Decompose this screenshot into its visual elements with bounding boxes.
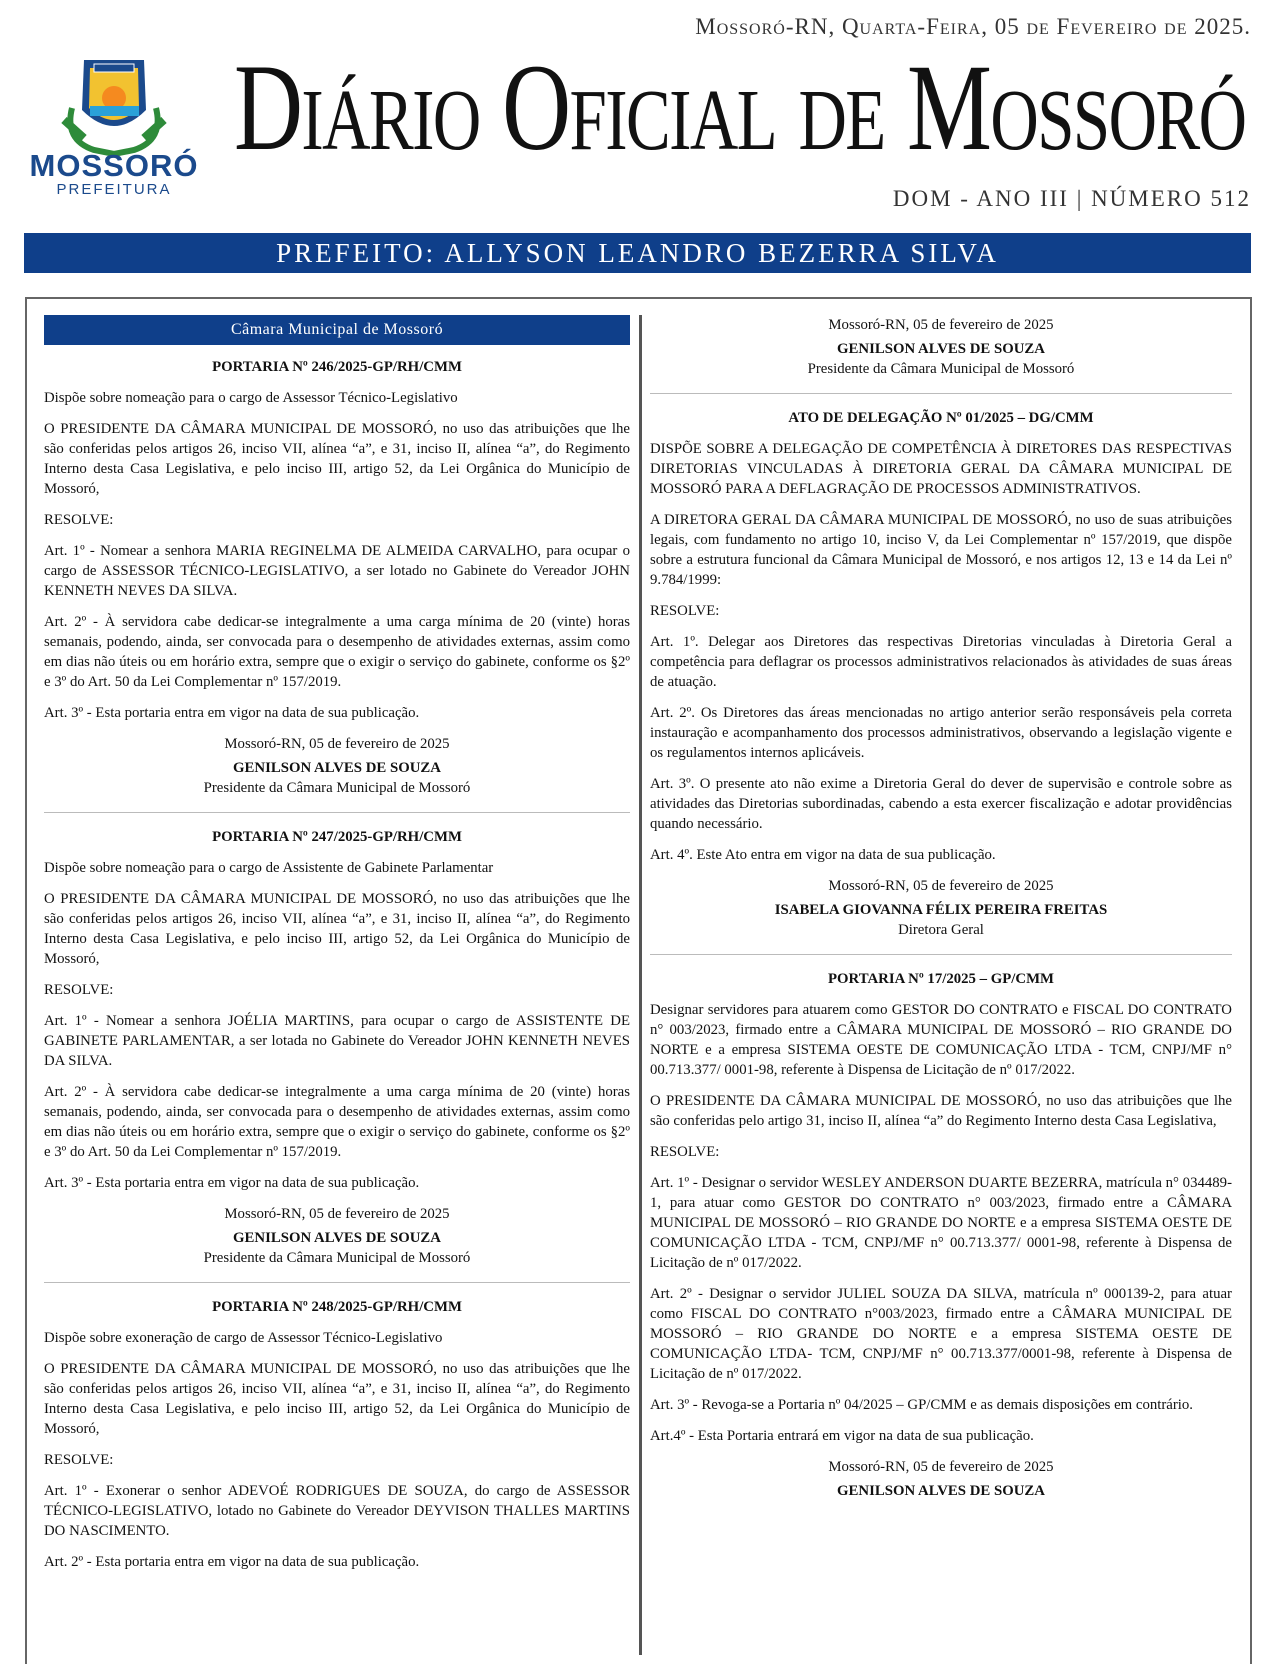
portaria-247-signer: GENILSON ALVES DE SOUZA: [233, 1230, 441, 1246]
portaria-247-resolve: RESOLVE:: [44, 982, 114, 998]
portaria-246-art2: Art. 2º - À servidora cabe dedicar-se integralmente a uma carga mínima de 20 (vinte) horas semanais, podendo, ainda, ser convocada para o desempenho de atividades externas, assim como em dias não úteis ou em horário extra, sempre que o exigir o serviço do gabinete, conforme os §2º e 3º do Art. 50 da Lei Complementar nº 157/2019.: [44, 614, 630, 690]
ato-title: ATO DE DELEGAÇÃO Nº 01/2025 – DG/CMM: [788, 410, 1094, 426]
portaria-248-title: PORTARIA Nº 248/2025-GP/RH/CMM: [212, 1299, 462, 1315]
issue-date: Mossoró-RN, Quarta-Feira, 05 de Fevereiro de 2025.: [695, 14, 1251, 39]
portaria-246-resolve: RESOLVE:: [44, 512, 114, 528]
divider: [44, 812, 630, 813]
portaria-17-intro: O PRESIDENTE DA CÂMARA MUNICIPAL DE MOSSORÓ, no uso das atribuições que lhe são conferidas pelo artigo 31, inciso II, alínea “a” do Regimento Interno desta Casa Legislativa,: [650, 1093, 1232, 1129]
portaria-17-art1: Art. 1º - Designar o servidor WESLEY ANDERSON DUARTE BEZERRA, matrícula n° 034489-1, para atuar como GESTOR DO CONTRATO n° 003/2023, firmado entre a CÂMARA MUNICIPAL DE MOSSORÓ – RIO GRANDE DO NORTE e a empresa SISTEMA OESTE DE COMUNICAÇÃO LTDA - TCM, CNPJ/MF n° 00.713.377/ 0001-98, referente à Dispensa de Licitação de nº 017/2022.: [650, 1175, 1232, 1271]
portaria-247-intro: O PRESIDENTE DA CÂMARA MUNICIPAL DE MOSSORÓ, no uso das atribuições que lhe são conferidas pelos artigos 26, inciso VII, alínea “a”, e 31, inciso II, alínea “a”, do Regimento Interno desta Casa Legislativa, e pelo inciso III, artigo 52, da Lei Orgânica do Município de Mossoró,: [44, 891, 630, 967]
ato-art2: Art. 2º. Os Diretores das áreas mencionadas no artigo anterior serão responsáveis pela correta instauração e acompanhamento dos processos administrativos, observando a legislação vigente e os regulamentos internos aplicáveis.: [650, 705, 1232, 761]
left-column: [44, 315, 630, 1583]
ato-intro: A DIRETORA GERAL DA CÂMARA MUNICIPAL DE MOSSORÓ, no uso de suas atribuições legais, com fundamento no artigo 10, inciso V, da Lei Complementar nº 157/2019, que dispõe sobre a estrutura funcional da Câmara Municipal de Mossoró, e nos artigos 12, 13 e 14 da Lei nº 9.784/1999:: [650, 512, 1232, 588]
portaria-17-summary: Designar servidores para atuarem como GESTOR DO CONTRATO e FISCAL DO CONTRATO n° 003/2023, firmado entre a CÂMARA MUNICIPAL DE MOSSORÓ – RIO GRANDE DO NORTE e a empresa SISTEMA OESTE DE COMUNICAÇÃO LTDA - TCM, CNPJ/MF n° 00.713.377/ 0001-98, referente à Dispensa de Licitação de nº 017/2022.: [650, 1002, 1232, 1078]
portaria-17-place: Mossoró-RN, 05 de fevereiro de 2025: [828, 1459, 1054, 1475]
portaria-246-intro: O PRESIDENTE DA CÂMARA MUNICIPAL DE MOSSORÓ, no uso das atribuições que lhe são conferidas pelos artigos 26, inciso VII, alínea “a”, e 31, inciso II, alínea “a”, do Regimento Interno desta Casa Legislativa, e pelo inciso III, artigo 52, da Lei Orgânica do Município de Mossoró,: [44, 421, 630, 497]
portaria-246-signer: GENILSON ALVES DE SOUZA: [233, 760, 441, 776]
portaria-248-resolve: RESOLVE:: [44, 1452, 114, 1468]
ato-signer: ISABELA GIOVANNA FÉLIX PEREIRA FREITAS: [774, 902, 1108, 918]
portaria-17-art4: Art.4º - Esta Portaria entrará em vigor na data de sua publicação.: [650, 1428, 1034, 1444]
divider: [44, 1282, 630, 1283]
top-place: Mossoró-RN, 05 de fevereiro de 2025: [828, 317, 1054, 333]
top-signer: GENILSON ALVES DE SOUZA: [837, 341, 1045, 357]
portaria-247-art3: Art. 3º - Esta portaria entra em vigor na data de sua publicação.: [44, 1175, 420, 1191]
issue-number: DOM - ANO III | NÚMERO 512: [892, 186, 1251, 211]
portaria-248-summary: Dispõe sobre exoneração de cargo de Assessor Técnico-Legislativo: [44, 1330, 443, 1346]
masthead-title: Diário Oficial de Mossoró: [234, 39, 1246, 176]
portaria-247-place: Mossoró-RN, 05 de fevereiro de 2025: [224, 1206, 450, 1222]
ato-summary: DISPÕE SOBRE A DELEGAÇÃO DE COMPETÊNCIA À DIRETORES DAS RESPECTIVAS DIRETORIAS VINCULADAS À DIRETORIA GERAL DA CÂMARA MUNICIPAL DE MOSSORÓ PARA A DEFLAGRAÇÃO DE PROCESSOS ADMINISTRATIVOS.: [650, 441, 1232, 497]
mayor-banner: PREFEITO: ALLYSON LEANDRO BEZERRA SILVA: [24, 233, 1251, 273]
portaria-17-resolve: RESOLVE:: [650, 1144, 720, 1160]
right-column: [650, 315, 1232, 1501]
portaria-247-art1: Art. 1º - Nomear a senhora JOÉLIA MARTINS, para ocupar o cargo de ASSISTENTE DE GABINETE PARLAMENTAR, a ser lotada no Gabinete do Vereador JOHN KENNETH NEVES DA SILVA.: [44, 1013, 630, 1069]
portaria-17-title: PORTARIA Nº 17/2025 – GP/CMM: [827, 971, 1055, 987]
portaria-246-title: PORTARIA Nº 246/2025-GP/RH/CMM: [212, 359, 462, 375]
portaria-247-summary: Dispõe sobre nomeação para o cargo de Assistente de Gabinete Parlamentar: [44, 860, 494, 876]
divider: [650, 954, 1232, 955]
ato-role: Diretora Geral: [898, 922, 984, 938]
portaria-17-art2: Art. 2º - Designar o servidor JULIEL SOUZA DA SILVA, matrícula nº 000139-2, para atuar como FISCAL DO CONTRATO n°003/2023, firmado entre a CÂMARA MUNICIPAL DE MOSSORÓ – RIO GRANDE DO NORTE e a empresa SISTEMA OESTE DE COMUNICAÇÃO LTDA- TCM, CNPJ/MF n° 00.713.377/0001-98, referente à Dispensa de Licitação de nº 017/2022.: [650, 1286, 1232, 1382]
portaria-247-art2: Art. 2º - À servidora cabe dedicar-se integralmente a uma carga mínima de 20 (vinte) horas semanais, podendo, ainda, ser convocada para o desempenho de atividades externas, assim como em dias não úteis ou em horário extra, sempre que o exigir o serviço do gabinete, conforme os §2º e 3º do Art. 50 da Lei Complementar nº 157/2019.: [44, 1084, 630, 1160]
top-role: Presidente da Câmara Municipal de Mossoró: [807, 361, 1075, 377]
logo-name: MOSSORÓ: [29, 148, 199, 183]
logo-sub: PREFEITURA: [56, 181, 172, 198]
divider: [650, 393, 1232, 394]
portaria-246-art3: Art. 3º - Esta portaria entra em vigor na data de sua publicação.: [44, 705, 420, 721]
ato-art4: Art. 4º. Este Ato entra em vigor na data de sua publicação.: [650, 847, 996, 863]
portaria-246-place: Mossoró-RN, 05 de fevereiro de 2025: [224, 736, 450, 752]
portaria-247-role: Presidente da Câmara Municipal de Mossoró: [203, 1250, 471, 1266]
portaria-246-art1: Art. 1º - Nomear a senhora MARIA REGINELMA DE ALMEIDA CARVALHO, para ocupar o cargo de ASSESSOR TÉCNICO-LEGISLATIVO, a ser lotado no Gabinete do Vereador JOHN KENNETH NEVES DA SILVA.: [44, 543, 630, 599]
section-header: Câmara Municipal de Mossoró: [44, 315, 630, 345]
ato-resolve: RESOLVE:: [650, 603, 720, 619]
portaria-17-art3: Art. 3º - Revoga-se a Portaria nº 04/2025 – GP/CMM e as demais disposições em contrário.: [650, 1397, 1193, 1413]
prefeitura-logo: [24, 150, 204, 198]
portaria-17-signer: GENILSON ALVES DE SOUZA: [837, 1483, 1045, 1499]
portaria-248-art2: Art. 2º - Esta portaria entra em vigor na data de sua publicação.: [44, 1554, 420, 1570]
portaria-246-summary: Dispõe sobre nomeação para o cargo de Assessor Técnico-Legislativo: [44, 390, 458, 406]
ato-art3: Art. 3º. O presente ato não exime a Diretoria Geral do dever de supervisão e controle sobre as atividades das Diretorias subordinadas, cabendo a esta exercer fiscalização e adotar providências quando necessário.: [650, 776, 1232, 832]
portaria-247-title: PORTARIA Nº 247/2025-GP/RH/CMM: [212, 829, 462, 845]
portaria-248-intro: O PRESIDENTE DA CÂMARA MUNICIPAL DE MOSSORÓ, no uso das atribuições que lhe são conferidas pelos artigos 26, inciso VII, alínea “a”, e 31, inciso II, alínea “a”, do Regimento Interno desta Casa Legislativa, e pelo inciso III, artigo 52, da Lei Orgânica do Município de Mossoró,: [44, 1361, 630, 1437]
column-divider: [639, 315, 642, 1655]
portaria-248-art1: Art. 1º - Exonerar o senhor ADEVOÉ RODRIGUES DE SOUZA, do cargo de ASSESSOR TÉCNICO-LEGISLATIVO, lotado no Gabinete do Vereador DEYVISON THALLES MARTINS DO NASCIMENTO.: [44, 1483, 630, 1539]
ato-place: Mossoró-RN, 05 de fevereiro de 2025: [828, 878, 1054, 894]
coat-of-arms-icon: [24, 50, 204, 160]
portaria-246-role: Presidente da Câmara Municipal de Mossoró: [203, 780, 471, 796]
ato-art1: Art. 1º. Delegar aos Diretores das respectivas Diretorias vinculadas à Diretoria Geral a competência para deflagrar os processos administrativos relacionados às atividades de suas áreas de atuação.: [650, 634, 1232, 690]
